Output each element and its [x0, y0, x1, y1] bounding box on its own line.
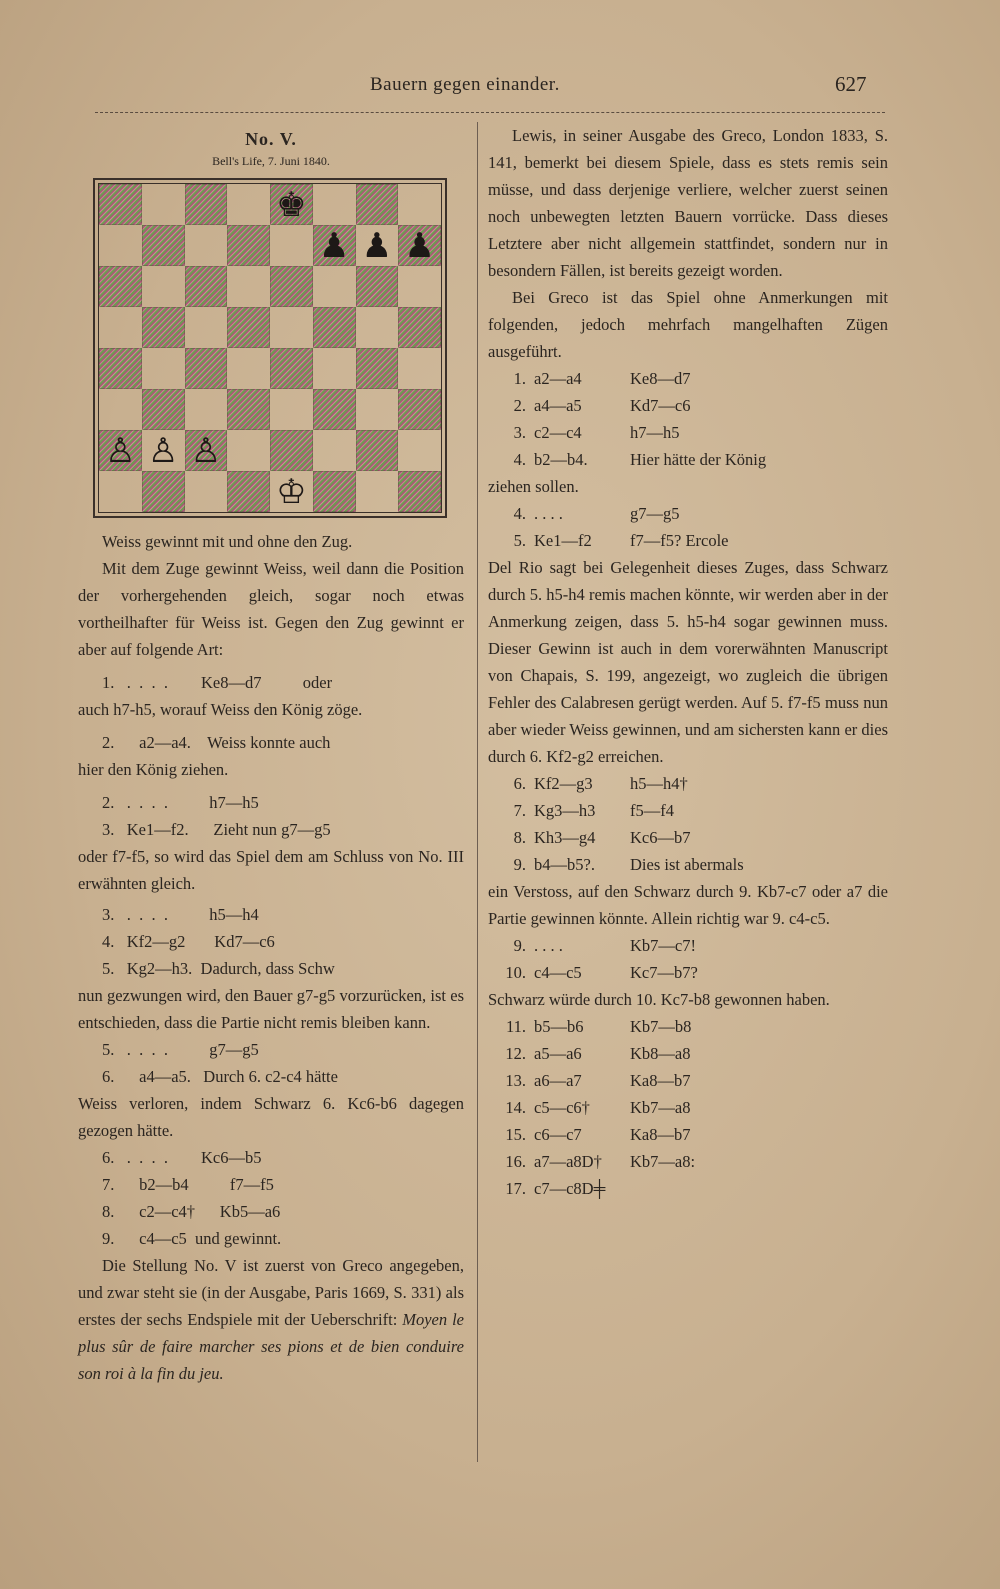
move-number: 12.: [505, 1044, 526, 1063]
square-f1: [313, 471, 356, 512]
move-line: [488, 419, 888, 446]
black-move: Kb7—a8:: [630, 1152, 696, 1171]
paragraph: oder f7-f5, so wird das Spiel dem am Schluss von No. III erwähnten gleich.: [78, 847, 464, 893]
square-e7: [270, 225, 313, 266]
move-line: [488, 824, 888, 851]
left-column: [78, 122, 464, 1387]
square-g6: [356, 266, 399, 307]
square-a7: [99, 225, 142, 266]
move-number: 6.: [513, 774, 526, 793]
square-h1: [398, 471, 441, 512]
white-move: . . . .: [534, 504, 563, 523]
black-move: h7—h5: [630, 423, 680, 442]
square-a3: [99, 389, 142, 430]
move-number: 17.: [505, 1179, 526, 1198]
black-pawn-icon: ♟: [361, 225, 393, 266]
white-move: c6—c7: [534, 1125, 582, 1144]
paragraph: Lewis, in seiner Ausgabe des Greco, London 1833, S. 141, bemerkt bei diesem Spiele, dass es stets remis sein müsse, und dass derjenige verliere, welcher zuerst seinen noch unbewegten letzten Bauern vorrücke. Dass dieses Letztere aber nicht allgemein stattfindet, sondern nur in besondern Fällen, ist bereits gezeigt worden.: [488, 126, 888, 280]
move-number: 5.: [513, 531, 526, 550]
move-number: 1.: [513, 369, 526, 388]
square-g4: [356, 348, 399, 389]
black-move: [630, 1175, 888, 1202]
square-f8: [313, 184, 356, 225]
move-line: 2. . . . . h7—h5: [102, 793, 259, 812]
square-a1: [99, 471, 142, 512]
move-line: 1. . . . . Ke8—d7 oder: [102, 673, 333, 692]
square-e3: [270, 389, 313, 430]
paragraph: hier den König ziehen.: [78, 760, 229, 779]
white-move: Kg3—h3: [534, 801, 596, 820]
column-rule: [477, 122, 478, 1462]
paragraph: auch h7-h5, worauf Weiss den König zöge.: [78, 700, 363, 719]
paragraph: nun gezwungen wird, den Bauer g7-g5 vorzurücken, ist es entschieden, dass die Partie nicht remis bleiben kann.: [78, 986, 464, 1032]
paragraph: Del Rio sagt bei Gelegenheit dieses Zuges, dass Schwarz durch 5. h5-h4 remis machen könnte, wir werden aber in der Anmerkung zeigen, dass 5. h5-h4 sogar gewinnen muss. Dieser Gewinn ist auch in dem vorerwähnten Manuscript von Chapais, S. 199, angezeigt, wo zugleich die übrigen Fehler des Calabresen gerügt werden. Auf 5. f7-f5 muss nun aber wieder Weiss gewinnen, und am sichersten kann er dies durch 6. Kf2-g2 erreichen.: [488, 558, 888, 766]
move-line: [488, 1175, 888, 1202]
move-number: 3.: [513, 423, 526, 442]
square-b1: [142, 471, 185, 512]
paragraph: Weiss verloren, indem Schwarz 6. Kc6-b6 dagegen gezogen hätte.: [78, 1094, 464, 1140]
paragraph-text: Die Stellung No. V ist zuerst von Greco angegeben, und zwar steht sie (in der Ausgabe, Paris 1669, S. 331) als erstes der sechs Endspiele mit der Ueberschrift:: [78, 1256, 464, 1329]
black-move: Hier hätte der König: [630, 450, 767, 469]
square-c2: [185, 430, 228, 471]
black-move: Kc7—b7?: [630, 963, 698, 982]
square-d1: [227, 471, 270, 512]
move-number: 13.: [505, 1071, 526, 1090]
move-line: [488, 527, 888, 554]
black-move: Dies ist abermals: [630, 855, 744, 874]
black-move: f7—f5? Ercole: [630, 531, 729, 550]
chess-diagram-inner: [98, 183, 442, 513]
move-line: [488, 797, 888, 824]
chess-diagram: [93, 178, 447, 518]
move-line: 6. . . . . Kc6—b5: [102, 1148, 262, 1167]
square-h6: [398, 266, 441, 307]
move-line: [488, 1094, 888, 1121]
black-move: Kc6—b7: [630, 828, 691, 847]
square-f5: [313, 307, 356, 348]
black-pawn-icon: ♟: [404, 225, 435, 266]
square-f3: [313, 389, 356, 430]
square-g1: [356, 471, 399, 512]
move-number: 10.: [505, 963, 526, 982]
paragraph: Bei Greco ist das Spiel ohne Anmerkungen mit folgenden, jedoch mehrfach mangelhaften Zügen ausgeführt.: [488, 288, 888, 361]
square-c6: [185, 266, 228, 307]
running-head: [0, 72, 1000, 102]
square-h4: [398, 348, 441, 389]
square-a8: [99, 184, 142, 225]
black-move: f5—f4: [630, 801, 674, 820]
page-number: 627: [835, 72, 867, 96]
move-line: [488, 500, 888, 527]
black-move: Kb7—c7!: [630, 936, 696, 955]
move-line: 8. c2—c4† Kb5—a6: [102, 1202, 281, 1221]
white-move: a2—a4: [534, 369, 582, 388]
white-king-icon: ♔: [276, 471, 307, 512]
square-f7: [313, 225, 356, 266]
running-title: Bauern gegen einander.: [370, 74, 560, 95]
white-move: Kf2—g3: [534, 774, 593, 793]
move-line: [488, 851, 888, 878]
white-pawn-icon: ♙: [105, 430, 136, 471]
square-c1: [185, 471, 228, 512]
square-c4: [185, 348, 228, 389]
square-d7: [227, 225, 270, 266]
square-h2: [398, 430, 441, 471]
square-h5: [398, 307, 441, 348]
white-move: c2—c4: [534, 423, 582, 442]
move-line: [488, 1067, 888, 1094]
move-line: 2. a2—a4. Weiss konnte auch: [102, 733, 331, 752]
square-a6: [99, 266, 142, 307]
square-e2: [270, 430, 313, 471]
square-d3: [227, 389, 270, 430]
black-move: g7—g5: [630, 504, 680, 523]
paragraph: [78, 1252, 464, 1387]
move-list: [488, 932, 888, 986]
white-pawn-icon: ♙: [190, 430, 222, 471]
paragraph: ein Verstoss, auf den Schwarz durch 9. Kb7-c7 oder a7 die Partie gewinnen könnte. Allein richtig war 9. c4-c5.: [488, 882, 888, 928]
square-c3: [185, 389, 228, 430]
move-number: 7.: [513, 801, 526, 820]
paragraph: ziehen sollen.: [488, 477, 579, 496]
square-d5: [227, 307, 270, 348]
move-line: 3. Ke1—f2. Zieht nun g7—g5: [102, 820, 331, 839]
move-number: 4.: [513, 504, 526, 523]
paragraph: Mit dem Zuge gewinnt Weiss, weil dann die Position der vorhergehenden gleich, sogar noch etwas vortheilhafter für Weiss ist. Gegen den Zug gewinnt er aber auf folgende Art:: [78, 559, 464, 659]
square-c5: [185, 307, 228, 348]
black-move: Kd7—c6: [630, 396, 691, 415]
square-e4: [270, 348, 313, 389]
move-line: [488, 1148, 888, 1175]
white-move: a7—a8D†: [534, 1152, 602, 1171]
move-number: 16.: [505, 1152, 526, 1171]
move-line: [488, 1121, 888, 1148]
square-g8: [356, 184, 399, 225]
move-line: 5. Kg2—h3. Dadurch, dass Schw: [102, 959, 335, 978]
move-line: 9. c4—c5 und gewinnt.: [102, 1229, 282, 1248]
black-king-icon: ♚: [276, 184, 307, 225]
square-g7: [356, 225, 399, 266]
white-move: b2—b4.: [534, 450, 588, 469]
square-a2: [99, 430, 142, 471]
black-move: h5—h4†: [630, 774, 688, 793]
square-f4: [313, 348, 356, 389]
white-move: b5—b6: [534, 1017, 584, 1036]
square-b6: [142, 266, 185, 307]
chess-board: [99, 184, 441, 512]
black-move: Kb8—a8: [630, 1044, 691, 1063]
black-move: Kb7—b8: [630, 1017, 692, 1036]
square-d4: [227, 348, 270, 389]
move-number: 8.: [513, 828, 526, 847]
move-line: 6. a4—a5. Durch 6. c2-c4 hätte: [102, 1067, 338, 1086]
square-e5: [270, 307, 313, 348]
move-list: [488, 1013, 888, 1202]
square-b3: [142, 389, 185, 430]
square-f6: [313, 266, 356, 307]
move-line: [488, 392, 888, 419]
black-move: Kb7—a8: [630, 1098, 691, 1117]
white-move: a4—a5: [534, 396, 582, 415]
white-move: Kh3—g4: [534, 828, 596, 847]
move-line: 7. b2—b4 f7—f5: [102, 1175, 274, 1194]
black-pawn-icon: ♟: [318, 225, 350, 266]
paragraph: Schwarz würde durch 10. Kc7-b8 gewonnen haben.: [488, 990, 830, 1009]
square-b5: [142, 307, 185, 348]
move-line: [488, 1040, 888, 1067]
white-move: c7—c8D╪: [534, 1179, 606, 1198]
white-move: a5—a6: [534, 1044, 582, 1063]
white-pawn-icon: ♙: [147, 430, 179, 471]
square-d2: [227, 430, 270, 471]
move-line: [488, 446, 888, 473]
move-number: 4.: [513, 450, 526, 469]
move-number: 14.: [505, 1098, 526, 1117]
square-c7: [185, 225, 228, 266]
move-line: [488, 365, 888, 392]
move-number: 9.: [513, 855, 526, 874]
white-move: . . . .: [534, 936, 563, 955]
header-rule: [95, 112, 885, 113]
square-e8: [270, 184, 313, 225]
move-line: 5. . . . . g7—g5: [102, 1040, 259, 1059]
square-b7: [142, 225, 185, 266]
move-line: [488, 1013, 888, 1040]
black-move: Ka8—b7: [630, 1125, 691, 1144]
square-g2: [356, 430, 399, 471]
paragraph: Weiss gewinnt mit und ohne den Zug.: [102, 532, 353, 551]
move-line: [488, 959, 888, 986]
move-number: 2.: [513, 396, 526, 415]
square-h7: [398, 225, 441, 266]
move-list: [488, 770, 888, 878]
square-d6: [227, 266, 270, 307]
white-move: b4—b5?.: [534, 855, 595, 874]
square-h8: [398, 184, 441, 225]
move-line: [488, 770, 888, 797]
italic-quote: Moyen le plus sûr de faire marcher ses pions et de bien conduire son roi à la fin du jeu.: [78, 1310, 464, 1383]
square-c8: [185, 184, 228, 225]
square-g5: [356, 307, 399, 348]
move-line: [488, 932, 888, 959]
move-list: [488, 365, 888, 473]
white-move: c4—c5: [534, 963, 582, 982]
square-a5: [99, 307, 142, 348]
square-b4: [142, 348, 185, 389]
white-move: Ke1—f2: [534, 531, 592, 550]
square-f2: [313, 430, 356, 471]
white-move: c5—c6†: [534, 1098, 590, 1117]
diagram-source: Bell's Life, 7. Juni 1840.: [212, 154, 330, 168]
move-number: 11.: [505, 1017, 526, 1036]
square-g3: [356, 389, 399, 430]
square-e1: [270, 471, 313, 512]
diagram-title: No. V.: [245, 129, 297, 149]
black-move: Ka8—b7: [630, 1071, 691, 1090]
square-d8: [227, 184, 270, 225]
black-move: Ke8—d7: [630, 369, 691, 388]
move-number: 9.: [513, 936, 526, 955]
move-number: 15.: [505, 1125, 526, 1144]
square-a4: [99, 348, 142, 389]
right-column: [488, 122, 888, 1202]
square-b8: [142, 184, 185, 225]
move-line: 3. . . . . h5—h4: [102, 905, 259, 924]
white-move: a6—a7: [534, 1071, 582, 1090]
square-e6: [270, 266, 313, 307]
move-line: 4. Kf2—g2 Kd7—c6: [102, 932, 275, 951]
square-b2: [142, 430, 185, 471]
square-h3: [398, 389, 441, 430]
